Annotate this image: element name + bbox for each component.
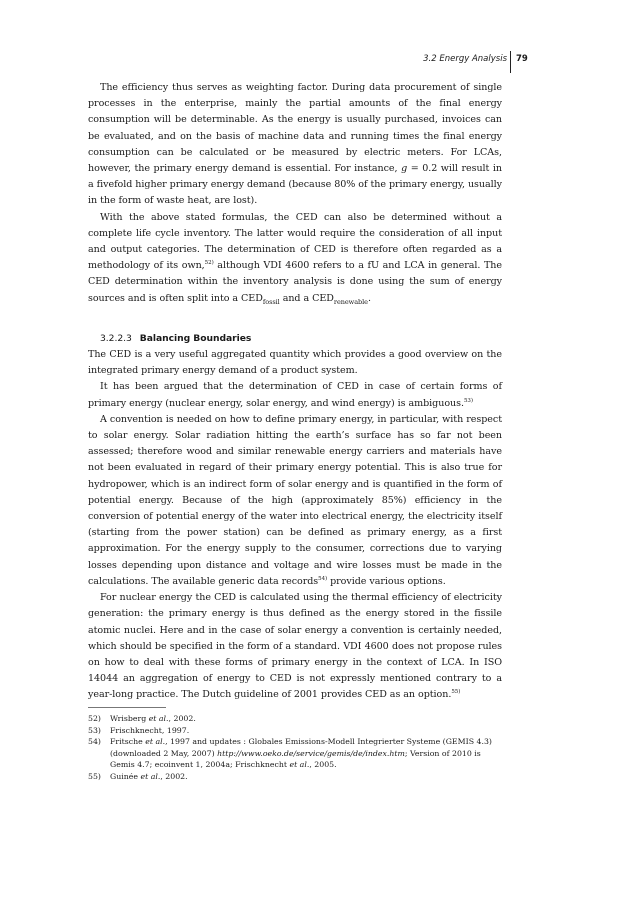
paragraph-ambiguous: It has been argued that the determination of CED in case of certain forms of primary energy (nuclear energy, solar energy, and wind energy) is ambiguous.$^{53)}$ [88,381,502,409]
footnote-ref-52[interactable]: 52) [204,260,214,267]
running-header [0,51,627,71]
section-number: 3.2.2.3 [100,332,132,344]
footnote-52: 52) Wrisberg et al., 2002. [88,714,196,723]
running-header-section: 3.2 Energy Analysis [423,54,507,64]
section-title: Balancing Boundaries [139,332,252,344]
section-heading [88,331,502,347]
gemis-url-link[interactable]: http://www.oeko.de/service/gemis/de/index.htm [217,748,405,758]
footnote-54: 54) Fritsche et al., 1997 and updates : Globales Emissions-Modell Integrierter Systeme (GEMIS 4.3) (downloaded 2 May, 2007) http://www.oeko.de/service/gemis/de/index.htm; Version of 2010 is Gemis 4.7; ecoinvent 1, 2004a; Frischknecht et al., 2005. [88,737,492,769]
footnote-55: 55) Guinée et al., 2002. [88,771,188,781]
section-spacer [88,307,502,331]
footnotes [88,713,502,782]
footnote-divider [88,707,166,708]
paragraph-nuclear: For nuclear energy the CED is calculated using the thermal efficiency of electricity generation: the primary energy is thus defined as the energy stored in the fissile atomic nuclei. Here and in the case of solar energy a convention is certainly needed, which should be specified in the form of a standard. VDI 4600 does not propose rules on how to deal with these forms of primary energy in the context of LCA. In ISO 14044 an aggregation of energy to CED is not expressly mentioned contrary to a year-long practice. The Dutch guideline of 2001 provides CED as an option.$^{55)}$ [88,592,502,701]
footnote-ref-55[interactable]: 55) [451,689,461,696]
footnote-ref-53[interactable]: 53) [463,397,473,404]
paragraph-ced-overview: The CED is a very useful aggregated quantity which provides a good overview on the integrated primary energy demand of a product system. [88,349,502,377]
paragraph-ced-formulas: With the above stated formulas, the CED can also be determined without a complete life cycle inventory. The latter would require the consideration of all input and output categories. The determination of CED is therefore often regarded as a methodology of its own,$^{52)}$ although VDI 4600 refers to a fU and LCA in general. The CED determination within the inventory analysis is done using the sum of energy sources and is often split into a $CED_{fossil}$ and a $CED_{renewable}$. [88,211,502,306]
header-divider [510,51,511,73]
main-text [88,80,502,704]
footnote-ref-54[interactable]: 54) [318,575,328,582]
page-number: 79 [516,54,528,64]
footnote-53: 53) Frischknecht, 1997. [88,725,190,735]
paragraph-convention: A convention is needed on how to define primary energy, in particular, with respect to solar energy. Solar radiation hitting the earth’s surface has so far not been assessed; therefore wood and similar renewable energy carriers and materials have not been evaluated in regard of their primary energy potential. This is also true for hydropower, which is an indirect form of solar energy and is quantified in the form of potential energy. Because of the high (approximately 85%) efficiency in the conversion of potential energy of the water into electrical energy, the electricity itself (starting from the power station) can be defined as primary energy, as a first approximation. For the energy supply to the consumer, corrections due to varying losses depending upon distance and voltage and wire losses must be made in the calculations. The available generic data records$^{54)}$ provide various options. [88,413,502,587]
paragraph-efficiency: The efficiency thus serves as weighting factor. During data procurement of single processes in the enterprise, mainly the partial amounts of the final energy consumption will be determinable. As the energy is usually purchased, invoices can be evaluated, and on the basis of machine data and running times the final energy consumption can be calculated or be measured by electric meters. For LCAs, however, the primary energy demand is essential. For instance, g = 0.2 will result in a fivefold higher primary energy demand (because 80% of the primary energy, usually in the form of waste heat, are lost). [88,82,502,207]
